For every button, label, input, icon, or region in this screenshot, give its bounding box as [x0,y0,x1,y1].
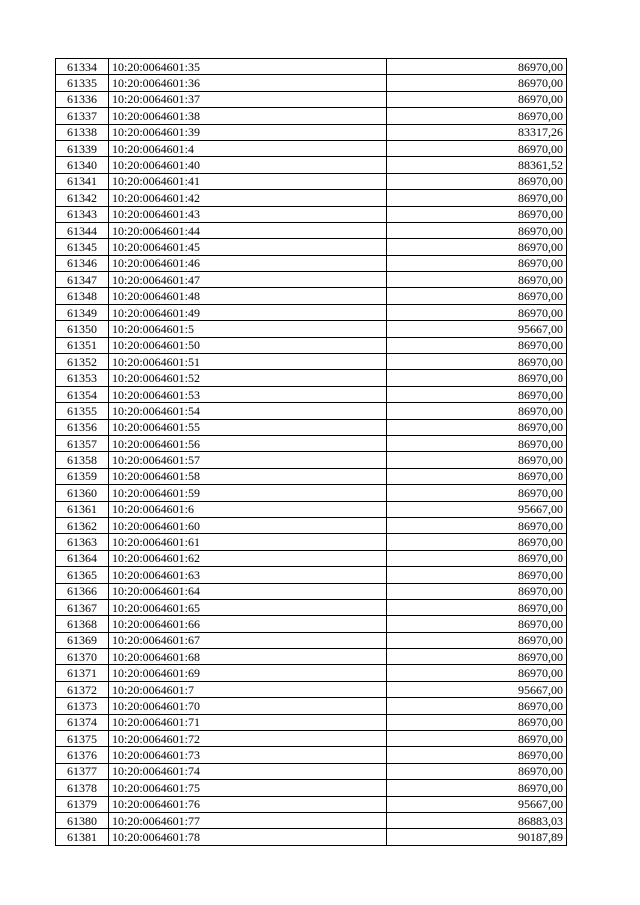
row-number-cell: 61376 [56,747,109,763]
value-cell: 86970,00 [387,763,567,779]
table-row [56,550,567,566]
row-number-cell: 61352 [56,354,109,370]
row-number-cell: 61381 [56,829,109,845]
value-cell: 95667,00 [387,681,567,697]
row-number-cell: 61348 [56,288,109,304]
value-cell: 86970,00 [387,567,567,583]
cadastral-number-cell: 10:20:0064601:62 [109,550,387,566]
row-number-cell: 61341 [56,173,109,189]
row-number-cell: 61336 [56,91,109,107]
table-row [56,239,567,255]
cadastral-number-cell: 10:20:0064601:74 [109,763,387,779]
row-number-cell: 61362 [56,517,109,533]
value-cell: 86970,00 [387,354,567,370]
table-row [56,255,567,271]
row-number-cell: 61345 [56,239,109,255]
cadastral-number-cell: 10:20:0064601:59 [109,485,387,501]
cadastral-number-cell: 10:20:0064601:41 [109,173,387,189]
cadastral-number-cell: 10:20:0064601:68 [109,649,387,665]
value-cell: 86970,00 [387,517,567,533]
cadastral-number-cell: 10:20:0064601:72 [109,731,387,747]
value-cell: 86970,00 [387,649,567,665]
cadastral-number-cell: 10:20:0064601:45 [109,239,387,255]
value-cell: 86970,00 [387,59,567,75]
value-cell: 86970,00 [387,140,567,156]
cadastral-number-cell: 10:20:0064601:54 [109,403,387,419]
cadastral-number-cell: 10:20:0064601:4 [109,140,387,156]
table-row [56,649,567,665]
cadastral-number-cell: 10:20:0064601:71 [109,714,387,730]
table-row [56,108,567,124]
cadastral-number-cell: 10:20:0064601:35 [109,59,387,75]
row-number-cell: 61365 [56,567,109,583]
cadastral-number-cell: 10:20:0064601:63 [109,567,387,583]
cadastral-number-cell: 10:20:0064601:70 [109,698,387,714]
table-row [56,485,567,501]
table-row [56,468,567,484]
value-cell: 86970,00 [387,534,567,550]
cadastral-number-cell: 10:20:0064601:38 [109,108,387,124]
cadastral-number-cell: 10:20:0064601:58 [109,468,387,484]
table-row [56,190,567,206]
cadastral-number-cell: 10:20:0064601:51 [109,354,387,370]
value-cell: 86970,00 [387,190,567,206]
value-cell: 86970,00 [387,731,567,747]
value-cell: 83317,26 [387,124,567,140]
row-number-cell: 61356 [56,419,109,435]
value-cell: 86970,00 [387,206,567,222]
row-number-cell: 61359 [56,468,109,484]
value-cell: 95667,00 [387,501,567,517]
row-number-cell: 61340 [56,157,109,173]
row-number-cell: 61360 [56,485,109,501]
row-number-cell: 61335 [56,75,109,91]
cadastral-number-cell: 10:20:0064601:47 [109,272,387,288]
value-cell: 86970,00 [387,698,567,714]
table-row [56,140,567,156]
row-number-cell: 61375 [56,731,109,747]
value-cell: 86970,00 [387,386,567,402]
table-row [56,157,567,173]
cadastral-number-cell: 10:20:0064601:76 [109,796,387,812]
cadastral-number-cell: 10:20:0064601:49 [109,304,387,320]
table-row [56,403,567,419]
value-cell: 86970,00 [387,370,567,386]
row-number-cell: 61379 [56,796,109,812]
value-cell: 86970,00 [387,173,567,189]
row-number-cell: 61371 [56,665,109,681]
cadastral-number-cell: 10:20:0064601:78 [109,829,387,845]
value-cell: 86970,00 [387,468,567,484]
value-cell: 86970,00 [387,91,567,107]
cadastral-number-cell: 10:20:0064601:60 [109,517,387,533]
row-number-cell: 61351 [56,337,109,353]
table-row [56,321,567,337]
table-row [56,681,567,697]
row-number-cell: 61349 [56,304,109,320]
table-row [56,747,567,763]
value-cell: 88361,52 [387,157,567,173]
value-cell: 86970,00 [387,599,567,615]
table-row [56,567,567,583]
cadastral-number-cell: 10:20:0064601:52 [109,370,387,386]
cadastral-number-cell: 10:20:0064601:56 [109,435,387,451]
value-cell: 86970,00 [387,583,567,599]
row-number-cell: 61353 [56,370,109,386]
value-cell: 86970,00 [387,239,567,255]
row-number-cell: 61369 [56,632,109,648]
cadastral-number-cell: 10:20:0064601:69 [109,665,387,681]
value-cell: 86970,00 [387,485,567,501]
table-row [56,435,567,451]
table-row [56,288,567,304]
table-row [56,419,567,435]
cadastral-number-cell: 10:20:0064601:64 [109,583,387,599]
row-number-cell: 61355 [56,403,109,419]
value-cell: 86970,00 [387,747,567,763]
value-cell: 86970,00 [387,616,567,632]
cadastral-number-cell: 10:20:0064601:40 [109,157,387,173]
cadastral-number-cell: 10:20:0064601:6 [109,501,387,517]
table-row [56,222,567,238]
cadastral-number-cell: 10:20:0064601:36 [109,75,387,91]
row-number-cell: 61366 [56,583,109,599]
cadastral-number-cell: 10:20:0064601:53 [109,386,387,402]
table-row [56,665,567,681]
row-number-cell: 61334 [56,59,109,75]
cadastral-number-cell: 10:20:0064601:7 [109,681,387,697]
cadastral-number-cell: 10:20:0064601:73 [109,747,387,763]
table-row [56,583,567,599]
table-row [56,124,567,140]
row-number-cell: 61380 [56,812,109,828]
row-number-cell: 61354 [56,386,109,402]
value-cell: 86970,00 [387,435,567,451]
cadastral-number-cell: 10:20:0064601:66 [109,616,387,632]
table-row [56,206,567,222]
table-row [56,698,567,714]
value-cell: 86970,00 [387,108,567,124]
value-cell: 86883,03 [387,812,567,828]
table-row [56,714,567,730]
row-number-cell: 61368 [56,616,109,632]
value-cell: 95667,00 [387,321,567,337]
table-row [56,780,567,796]
table-row [56,632,567,648]
cadastral-number-cell: 10:20:0064601:55 [109,419,387,435]
value-cell: 86970,00 [387,403,567,419]
cadastral-number-cell: 10:20:0064601:5 [109,321,387,337]
table-row [56,534,567,550]
cadastral-number-cell: 10:20:0064601:43 [109,206,387,222]
row-number-cell: 61374 [56,714,109,730]
row-number-cell: 61377 [56,763,109,779]
cadastral-number-cell: 10:20:0064601:57 [109,452,387,468]
row-number-cell: 61346 [56,255,109,271]
value-cell: 86970,00 [387,632,567,648]
cadastral-number-cell: 10:20:0064601:67 [109,632,387,648]
table-row [56,386,567,402]
cadastral-number-cell: 10:20:0064601:77 [109,812,387,828]
value-cell: 95667,00 [387,796,567,812]
table-row [56,812,567,828]
row-number-cell: 61363 [56,534,109,550]
value-cell: 86970,00 [387,337,567,353]
row-number-cell: 61337 [56,108,109,124]
value-cell: 86970,00 [387,452,567,468]
table-row [56,354,567,370]
cadastral-number-cell: 10:20:0064601:37 [109,91,387,107]
row-number-cell: 61372 [56,681,109,697]
table-row [56,517,567,533]
value-cell: 86970,00 [387,272,567,288]
cadastral-number-cell: 10:20:0064601:61 [109,534,387,550]
cadastral-number-cell: 10:20:0064601:48 [109,288,387,304]
table-row [56,370,567,386]
table-row [56,763,567,779]
row-number-cell: 61342 [56,190,109,206]
value-cell: 86970,00 [387,75,567,91]
value-cell: 86970,00 [387,419,567,435]
row-number-cell: 61364 [56,550,109,566]
table-row [56,91,567,107]
row-number-cell: 61338 [56,124,109,140]
row-number-cell: 61357 [56,435,109,451]
table-row [56,731,567,747]
cadastral-number-cell: 10:20:0064601:44 [109,222,387,238]
table-row [56,452,567,468]
cadastral-number-cell: 10:20:0064601:46 [109,255,387,271]
value-cell: 86970,00 [387,780,567,796]
row-number-cell: 61347 [56,272,109,288]
table-row [56,616,567,632]
cadastral-number-cell: 10:20:0064601:75 [109,780,387,796]
row-number-cell: 61358 [56,452,109,468]
table-row [56,337,567,353]
table-row [56,796,567,812]
table-row [56,501,567,517]
table-row [56,829,567,845]
row-number-cell: 61361 [56,501,109,517]
row-number-cell: 61370 [56,649,109,665]
value-cell: 86970,00 [387,304,567,320]
cadastral-value-table [55,58,567,846]
row-number-cell: 61350 [56,321,109,337]
table-row [56,75,567,91]
row-number-cell: 61373 [56,698,109,714]
cadastral-number-cell: 10:20:0064601:65 [109,599,387,615]
value-cell: 86970,00 [387,288,567,304]
row-number-cell: 61378 [56,780,109,796]
table-row [56,173,567,189]
cadastral-number-cell: 10:20:0064601:39 [109,124,387,140]
table-row [56,272,567,288]
value-cell: 86970,00 [387,665,567,681]
value-cell: 86970,00 [387,714,567,730]
row-number-cell: 61367 [56,599,109,615]
table-body [56,59,567,846]
cadastral-number-cell: 10:20:0064601:42 [109,190,387,206]
cadastral-number-cell: 10:20:0064601:50 [109,337,387,353]
value-cell: 86970,00 [387,222,567,238]
row-number-cell: 61344 [56,222,109,238]
table-row [56,304,567,320]
value-cell: 86970,00 [387,255,567,271]
table-row [56,599,567,615]
row-number-cell: 61339 [56,140,109,156]
value-cell: 86970,00 [387,550,567,566]
value-cell: 90187,89 [387,829,567,845]
row-number-cell: 61343 [56,206,109,222]
table-row [56,59,567,75]
